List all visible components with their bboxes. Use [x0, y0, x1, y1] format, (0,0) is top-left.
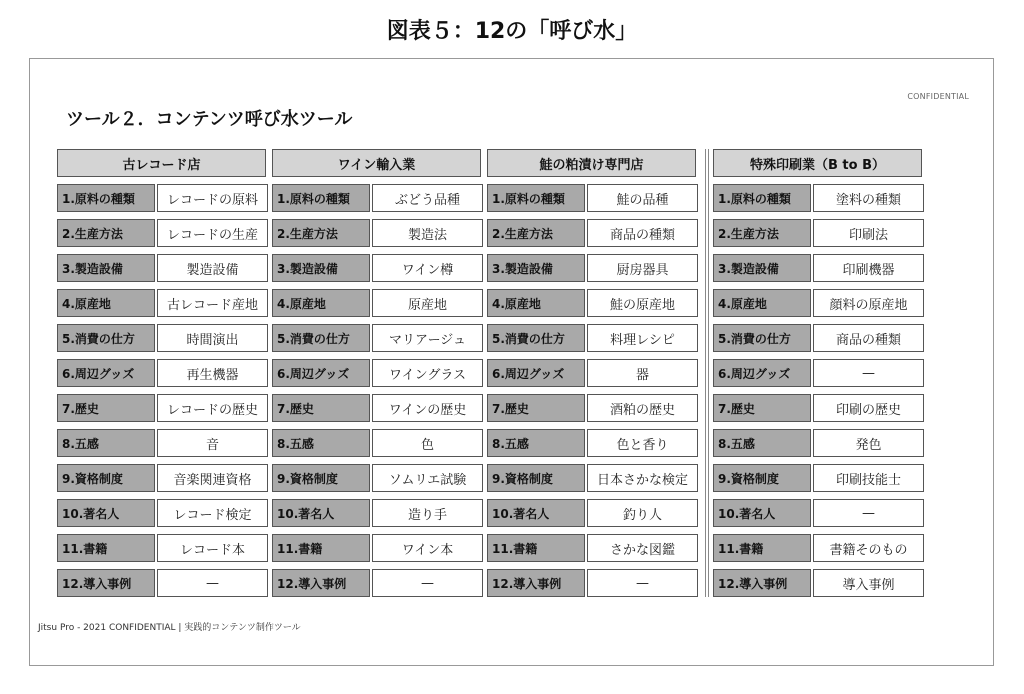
row-value: 音楽関連資格 — [157, 464, 268, 492]
row-value: 商品の種類 — [587, 219, 698, 247]
table-row — [272, 394, 481, 422]
row-label: 8.五感 — [487, 429, 585, 457]
row-label: 10.著名人 — [713, 499, 811, 527]
group-divider — [705, 149, 709, 597]
table-row — [487, 254, 696, 282]
table-row — [272, 289, 481, 317]
row-value: 器 — [587, 359, 698, 387]
row-label: 4.原産地 — [57, 289, 155, 317]
row-label: 3.製造設備 — [487, 254, 585, 282]
footer: Jitsu Pro - 2021 CONFIDENTIAL | 実践的コンテンツ制作ツール — [38, 623, 301, 633]
row-value: レコードの歴史 — [157, 394, 268, 422]
row-value: ワインの歴史 — [372, 394, 483, 422]
row-value: 発色 — [813, 429, 924, 457]
row-label: 8.五感 — [713, 429, 811, 457]
table-row — [272, 324, 481, 352]
row-value: ワイングラス — [372, 359, 483, 387]
table-row — [57, 324, 266, 352]
row-value: 鮭の原産地 — [587, 289, 698, 317]
row-value: — — [587, 569, 698, 597]
row-value: 印刷技能士 — [813, 464, 924, 492]
row-label: 1.原料の種類 — [713, 184, 811, 212]
row-value: 色と香り — [587, 429, 698, 457]
row-value: 料理レシピ — [587, 324, 698, 352]
row-value: ぶどう品種 — [372, 184, 483, 212]
table-row — [713, 254, 922, 282]
table-row — [487, 324, 696, 352]
row-value: 商品の種類 — [813, 324, 924, 352]
table-row — [57, 429, 266, 457]
table-row — [487, 184, 696, 212]
row-label: 5.消費の仕方 — [57, 324, 155, 352]
row-value: 導入事例 — [813, 569, 924, 597]
row-value: 製造法 — [372, 219, 483, 247]
row-value: 日本さかな検定 — [587, 464, 698, 492]
row-label: 5.消費の仕方 — [713, 324, 811, 352]
table-row — [272, 254, 481, 282]
table-row — [713, 359, 922, 387]
row-label: 10.著名人 — [487, 499, 585, 527]
row-label: 11.書籍 — [57, 534, 155, 562]
row-label: 7.歴史 — [57, 394, 155, 422]
row-value: 印刷の歴史 — [813, 394, 924, 422]
row-label: 6.周辺グッズ — [713, 359, 811, 387]
table-row — [57, 184, 266, 212]
row-value: 時間演出 — [157, 324, 268, 352]
row-value: 印刷法 — [813, 219, 924, 247]
row-value: さかな図鑑 — [587, 534, 698, 562]
table-row — [57, 499, 266, 527]
row-label: 11.書籍 — [487, 534, 585, 562]
row-value: 印刷機器 — [813, 254, 924, 282]
row-label: 6.周辺グッズ — [487, 359, 585, 387]
row-value: レコード本 — [157, 534, 268, 562]
row-value: 鮭の品種 — [587, 184, 698, 212]
row-label: 7.歴史 — [487, 394, 585, 422]
table-row — [57, 219, 266, 247]
slide-title: ツール２．コンテンツ呼び水ツール — [66, 109, 353, 130]
table-row — [272, 219, 481, 247]
table-row — [57, 534, 266, 562]
table-row — [272, 499, 481, 527]
row-value: マリアージュ — [372, 324, 483, 352]
row-label: 12.導入事例 — [57, 569, 155, 597]
row-value: ワイン本 — [372, 534, 483, 562]
table-row — [487, 499, 696, 527]
row-value: — — [813, 359, 924, 387]
table-row — [713, 289, 922, 317]
row-label: 5.消費の仕方 — [487, 324, 585, 352]
table-row — [57, 464, 266, 492]
row-value: 原産地 — [372, 289, 483, 317]
group-header: 鮭の粕漬け専門店 — [487, 149, 696, 177]
group-header: 古レコード店 — [57, 149, 266, 177]
row-label: 4.原産地 — [487, 289, 585, 317]
row-label: 2.生産方法 — [487, 219, 585, 247]
table-row — [57, 359, 266, 387]
confidential-label: CONFIDENTIAL — [907, 92, 969, 101]
row-label: 1.原料の種類 — [272, 184, 370, 212]
row-value: 塗料の種類 — [813, 184, 924, 212]
row-label: 3.製造設備 — [57, 254, 155, 282]
row-value: レコード検定 — [157, 499, 268, 527]
row-label: 7.歴史 — [272, 394, 370, 422]
table-row — [272, 184, 481, 212]
row-label: 5.消費の仕方 — [272, 324, 370, 352]
table-row — [713, 219, 922, 247]
table-row — [272, 464, 481, 492]
table-row — [487, 289, 696, 317]
row-label: 9.資格制度 — [713, 464, 811, 492]
row-label: 12.導入事例 — [713, 569, 811, 597]
row-label: 3.製造設備 — [272, 254, 370, 282]
row-label: 9.資格制度 — [487, 464, 585, 492]
row-value: 再生機器 — [157, 359, 268, 387]
group-header: 特殊印刷業（B to B） — [713, 149, 922, 177]
row-label: 3.製造設備 — [713, 254, 811, 282]
row-label: 7.歴史 — [713, 394, 811, 422]
row-label: 9.資格制度 — [272, 464, 370, 492]
table-row — [272, 359, 481, 387]
table-row — [487, 569, 696, 597]
row-value: — — [813, 499, 924, 527]
row-value: レコードの原料 — [157, 184, 268, 212]
table-row — [487, 394, 696, 422]
row-value: 書籍そのもの — [813, 534, 924, 562]
row-value: レコードの生産 — [157, 219, 268, 247]
slide-frame — [29, 58, 994, 666]
row-label: 4.原産地 — [272, 289, 370, 317]
row-label: 11.書籍 — [713, 534, 811, 562]
table-row — [57, 394, 266, 422]
table-row — [487, 464, 696, 492]
table-row — [57, 569, 266, 597]
table-row — [272, 534, 481, 562]
table-row — [713, 499, 922, 527]
row-label: 8.五感 — [57, 429, 155, 457]
table-row — [713, 464, 922, 492]
row-value: 顔料の原産地 — [813, 289, 924, 317]
table-row — [57, 254, 266, 282]
row-label: 1.原料の種類 — [57, 184, 155, 212]
row-label: 6.周辺グッズ — [57, 359, 155, 387]
row-label: 2.生産方法 — [713, 219, 811, 247]
row-label: 2.生産方法 — [57, 219, 155, 247]
table-row — [713, 184, 922, 212]
figure-title: 図表５：12の「呼び水」 — [386, 19, 638, 44]
row-label: 10.著名人 — [272, 499, 370, 527]
row-label: 9.資格制度 — [57, 464, 155, 492]
row-value: 釣り人 — [587, 499, 698, 527]
row-value: 製造設備 — [157, 254, 268, 282]
table-row — [713, 429, 922, 457]
table-row — [487, 219, 696, 247]
table-row — [57, 289, 266, 317]
table-row — [487, 429, 696, 457]
row-label: 12.導入事例 — [272, 569, 370, 597]
table-row — [487, 534, 696, 562]
row-value: 造り手 — [372, 499, 483, 527]
table-row — [713, 569, 922, 597]
group-header: ワイン輸入業 — [272, 149, 481, 177]
row-value: — — [157, 569, 268, 597]
row-label: 8.五感 — [272, 429, 370, 457]
row-label: 6.周辺グッズ — [272, 359, 370, 387]
table-row — [713, 394, 922, 422]
table-row — [487, 359, 696, 387]
table-row — [272, 569, 481, 597]
row-value: 音 — [157, 429, 268, 457]
row-label: 1.原料の種類 — [487, 184, 585, 212]
row-value: ワイン樽 — [372, 254, 483, 282]
row-label: 10.著名人 — [57, 499, 155, 527]
row-label: 2.生産方法 — [272, 219, 370, 247]
row-label: 12.導入事例 — [487, 569, 585, 597]
row-value: 酒粕の歴史 — [587, 394, 698, 422]
row-value: — — [372, 569, 483, 597]
table-row — [272, 429, 481, 457]
row-value: 厨房器具 — [587, 254, 698, 282]
table-row — [713, 534, 922, 562]
table-row — [713, 324, 922, 352]
row-label: 11.書籍 — [272, 534, 370, 562]
row-label: 4.原産地 — [713, 289, 811, 317]
row-value: 古レコード産地 — [157, 289, 268, 317]
row-value: 色 — [372, 429, 483, 457]
row-value: ソムリエ試験 — [372, 464, 483, 492]
